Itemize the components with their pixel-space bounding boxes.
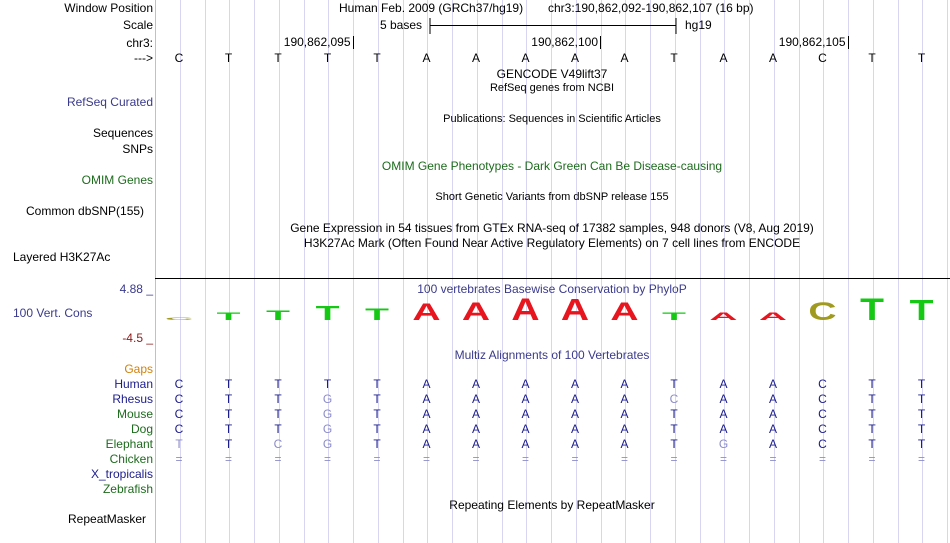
dna-base: A (719, 51, 728, 65)
aligned-base: T (224, 437, 233, 451)
species-label[interactable]: Elephant (105, 437, 153, 451)
phylop-ymax-label: 4.88 _ (119, 282, 153, 296)
aligned-base: T (917, 437, 926, 451)
aligned-base: A (471, 377, 480, 391)
logo-letter: T (315, 301, 340, 325)
aligned-base: A (719, 407, 728, 421)
track-label-h3k27ac[interactable]: Layered H3K27Ac (13, 250, 111, 264)
aligned-base: T (373, 392, 381, 406)
aligned-base: T (917, 422, 926, 436)
dna-base: T (373, 51, 381, 65)
aligned-base: T (224, 407, 233, 421)
aligned-base: = (917, 452, 925, 466)
aligned-base: A (620, 392, 629, 406)
phylop-sequence-logo[interactable] (155, 292, 950, 328)
coordinate-tick-label: 190,862,095 (284, 36, 354, 49)
aligned-base: C (818, 422, 827, 436)
aligned-base: T (917, 392, 926, 406)
dna-base: A (471, 51, 480, 65)
aligned-base: C (273, 437, 283, 451)
track-label-snps[interactable]: SNPs (122, 142, 153, 156)
aligned-base: C (818, 407, 827, 421)
scale-label: Scale (122, 18, 153, 32)
track-label-sequences[interactable]: Sequences (92, 126, 153, 140)
aligned-base: = (274, 452, 282, 466)
phylop-title: 100 vertebrates Basewise Conservation by PhyloP (417, 282, 687, 296)
aligned-base: = (373, 452, 381, 466)
aligned-base: T (868, 407, 876, 421)
gtex-title: Gene Expression in 54 tissues from GTEx RNA-seq of 17382 samples, 948 donors (V8, Aug 2019) (290, 221, 814, 235)
aligned-base: T (373, 437, 381, 451)
aligned-base: A (422, 422, 431, 436)
aligned-base: T (670, 377, 678, 391)
repeatmasker-title: Repeating Elements by RepeatMasker (449, 498, 655, 512)
aligned-base: T (868, 392, 876, 406)
aligned-base: C (818, 377, 827, 391)
dna-base: A (620, 51, 629, 65)
coordinate-tick-label: 190,862,100 (531, 36, 601, 49)
db-text: hg19 (685, 18, 712, 32)
species-label[interactable]: Rhesus (112, 392, 153, 406)
dna-base: T (917, 51, 926, 65)
logo-letter: A (610, 297, 639, 326)
multiz-title: Multiz Alignments of 100 Vertebrates (454, 348, 650, 362)
aligned-base: T (868, 422, 876, 436)
logo-letter: T (860, 292, 884, 328)
logo-letter: A (412, 298, 441, 326)
dna-base: T (274, 51, 282, 65)
track-label-refseq[interactable]: RefSeq Curated (66, 95, 153, 109)
aligned-base: A (422, 377, 431, 391)
dna-base: T (224, 51, 233, 65)
logo-letter: T (216, 310, 241, 323)
aligned-base: A (768, 422, 777, 436)
species-label[interactable]: Chicken (109, 452, 153, 466)
logo-letter: A (461, 297, 491, 326)
aligned-base: = (868, 452, 876, 466)
aligned-base: A (570, 392, 579, 406)
track-separator (155, 278, 950, 279)
dna-base: T (670, 51, 678, 65)
aligned-base: A (768, 377, 777, 391)
aligned-base: A (719, 392, 728, 406)
aligned-base: A (471, 422, 480, 436)
species-label[interactable]: Human (114, 377, 153, 391)
aligned-base: C (174, 392, 184, 406)
aligned-base: = (224, 452, 232, 466)
logo-letter: C (164, 316, 194, 321)
aligned-base: C (669, 392, 679, 406)
aligned-base: A (521, 392, 530, 406)
aligned-base: = (818, 452, 826, 466)
aligned-base: A (570, 422, 579, 436)
species-label[interactable]: Dog (130, 422, 153, 436)
aligned-base: A (768, 437, 777, 451)
aligned-base: A (768, 407, 777, 421)
aligned-base: T (868, 377, 876, 391)
logo-letter: T (909, 294, 934, 327)
aligned-base: = (521, 452, 529, 466)
omim-title: OMIM Gene Phenotypes - Dark Green Can Be Disease-causing (381, 159, 723, 173)
track-label-phylop[interactable]: 100 Vert. Cons (13, 306, 93, 320)
dbsnp-title: Short Genetic Variants from dbSNP release 155 (435, 191, 669, 203)
logo-letter: T (266, 308, 290, 324)
dna-base: T (323, 51, 332, 65)
aligned-base: A (422, 392, 431, 406)
coordinate-tick-label: 190,862,105 (779, 36, 849, 49)
scale-bar (428, 16, 680, 36)
aligned-base: T (175, 437, 183, 451)
aligned-base: G (322, 392, 333, 406)
dna-base: T (868, 51, 876, 65)
aligned-base: T (274, 407, 282, 421)
track-label-dbsnp[interactable]: Common dbSNP(155) (26, 204, 145, 218)
aligned-base: G (322, 422, 333, 436)
aligned-base: A (521, 407, 530, 421)
aligned-base: A (471, 407, 480, 421)
aligned-base: G (718, 437, 729, 451)
aligned-base: = (472, 452, 480, 466)
aligned-base: T (670, 422, 678, 436)
logo-letter: T (662, 310, 686, 323)
aligned-base: C (174, 377, 184, 391)
species-label[interactable]: Zebrafish (102, 482, 153, 496)
aligned-base: A (521, 422, 530, 436)
aligned-base: A (719, 422, 728, 436)
aligned-base: C (174, 422, 184, 436)
aligned-base: A (422, 437, 431, 451)
aligned-base: A (768, 392, 777, 406)
aligned-base: A (521, 377, 530, 391)
h3k27ac-title: H3K27Ac Mark (Often Found Near Active Regulatory Elements) on 7 cell lines from ENCODE (303, 236, 801, 250)
publications-title: Publications: Sequences in Scientific Articles (443, 113, 661, 125)
aligned-base: = (719, 452, 727, 466)
dna-base: A (570, 51, 579, 65)
aligned-base: T (224, 377, 233, 391)
aligned-base: T (373, 422, 381, 436)
window-position-label: Window Position (64, 1, 153, 15)
logo-letter: C (808, 297, 837, 326)
aligned-base: = (670, 452, 678, 466)
dna-base: C (818, 51, 827, 65)
track-label-repeatmasker[interactable]: RepeatMasker (68, 512, 147, 526)
logo-letter: A (560, 293, 590, 327)
species-label[interactable]: Mouse (116, 407, 153, 421)
dna-base: A (521, 51, 530, 65)
gencode-title[interactable]: GENCODE V49lift37 (496, 67, 608, 81)
aligned-base: A (570, 407, 579, 421)
aligned-base: A (620, 377, 629, 391)
assembly-text: Human Feb. 2009 (GRCh37/hg19) (339, 1, 524, 15)
aligned-base: T (373, 407, 381, 421)
dna-base: A (422, 51, 431, 65)
aligned-base: C (818, 437, 827, 451)
aligned-base: A (570, 377, 579, 391)
scale-text: 5 bases (380, 18, 423, 32)
aligned-base: T (274, 392, 282, 406)
aligned-base: T (373, 377, 381, 391)
logo-letter: T (365, 305, 389, 324)
track-label-omim[interactable]: OMIM Genes (81, 173, 153, 187)
aligned-base: A (521, 437, 530, 451)
aligned-base: T (224, 392, 233, 406)
aligned-base: A (719, 377, 728, 391)
track-label-gaps[interactable]: Gaps (124, 362, 153, 376)
aligned-base: A (620, 407, 629, 421)
logo-letter: A (709, 310, 738, 323)
aligned-base: T (670, 437, 678, 451)
position-text: chr3:190,862,092-190,862,107 (16 bp) (548, 1, 754, 15)
aligned-base: T (274, 422, 282, 436)
aligned-base: = (571, 452, 579, 466)
aligned-base: T (670, 407, 678, 421)
aligned-base: = (620, 452, 628, 466)
aligned-base: G (322, 407, 333, 421)
dna-base: A (768, 51, 777, 65)
aligned-base: A (422, 407, 431, 421)
aligned-base: A (620, 422, 629, 436)
logo-letter: A (758, 310, 788, 323)
aligned-base: T (917, 407, 926, 421)
species-label[interactable]: X_tropicalis (90, 467, 153, 481)
strand-label[interactable]: ---> (134, 51, 153, 65)
aligned-base: A (570, 437, 579, 451)
aligned-base: A (471, 437, 480, 451)
aligned-base: C (174, 407, 184, 421)
aligned-base: C (818, 392, 827, 406)
aligned-base: A (471, 392, 480, 406)
aligned-base: = (323, 452, 331, 466)
aligned-base: G (322, 437, 333, 451)
aligned-base: T (274, 377, 282, 391)
refseq-subtitle: RefSeq genes from NCBI (489, 82, 615, 94)
aligned-base: T (224, 422, 233, 436)
aligned-base: T (917, 377, 926, 391)
aligned-base: = (175, 452, 183, 466)
aligned-base: T (868, 437, 876, 451)
aligned-base: T (323, 377, 332, 391)
dna-base: C (174, 51, 184, 65)
aligned-base: = (422, 452, 430, 466)
chrom-label: chr3: (126, 36, 153, 50)
phylop-ymin-label: -4.5 _ (122, 331, 153, 345)
logo-letter: A (511, 292, 540, 328)
aligned-base: = (769, 452, 777, 466)
aligned-base: A (620, 437, 629, 451)
